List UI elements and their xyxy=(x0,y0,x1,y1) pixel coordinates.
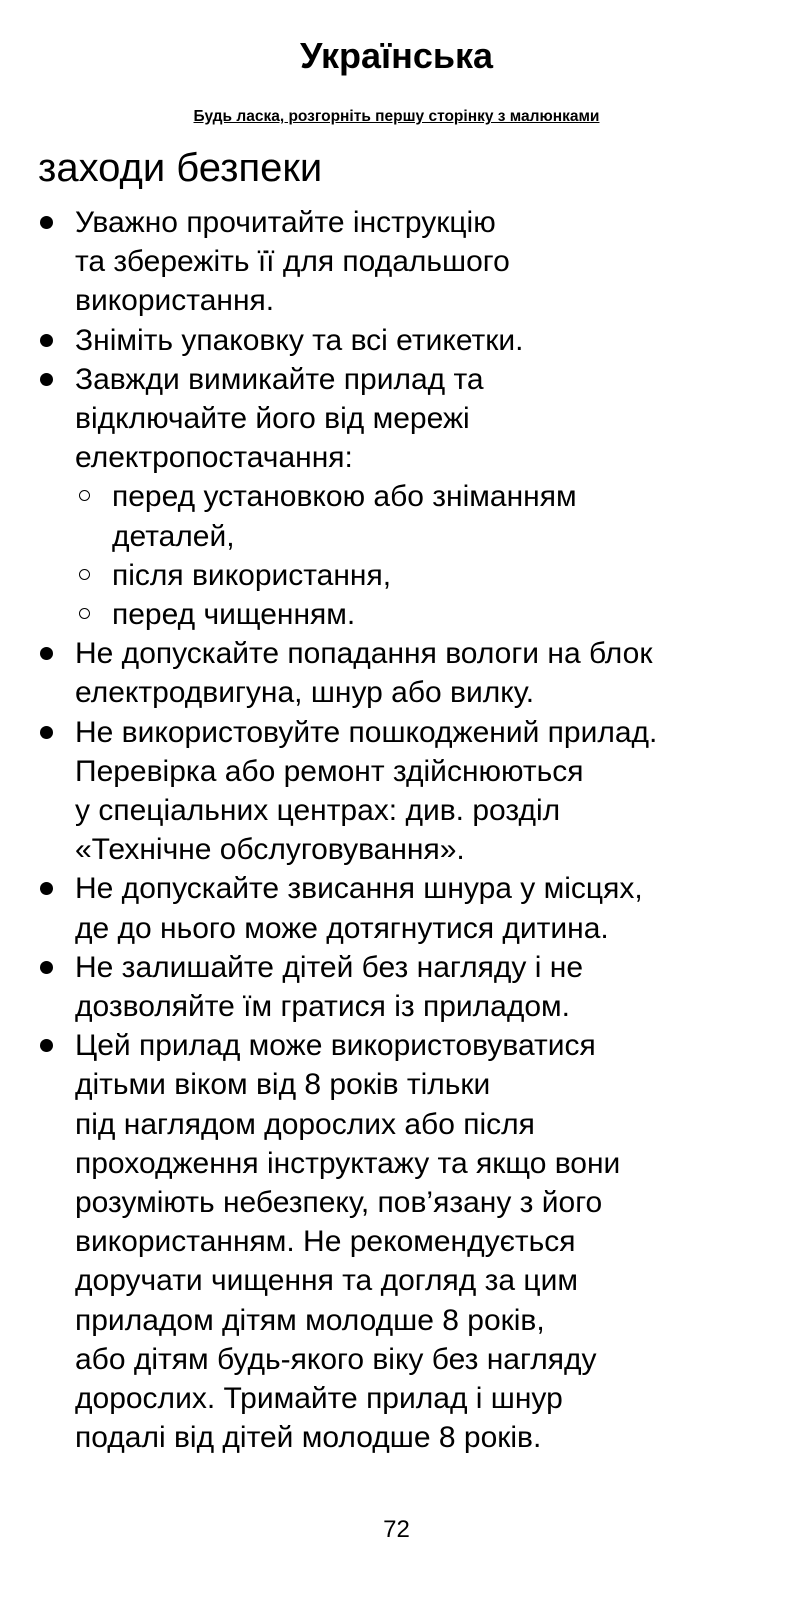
safety-item xyxy=(38,1026,778,1457)
item-line: Завжди вимикайте прилад та xyxy=(75,362,484,396)
safety-sublist xyxy=(75,477,778,634)
bullet-icon xyxy=(40,647,53,660)
item-line: де до нього може дотягнутися дитина. xyxy=(75,911,609,945)
item-line: доручати чищення та догляд за цим xyxy=(75,1264,578,1298)
item-line: «Технічне обслуговування». xyxy=(75,833,465,867)
item-line: дорослих. Тримайте прилад і шнур xyxy=(75,1382,563,1416)
section-title: заходи безпеки xyxy=(38,146,323,190)
item-line: Цей прилад може використовуватися xyxy=(75,1029,596,1063)
bullet-icon xyxy=(40,961,53,974)
bullet-icon xyxy=(40,216,53,229)
subitem-line: деталей, xyxy=(112,519,235,553)
item-line: електропостачання: xyxy=(75,441,353,475)
item-line: Перевірка або ремонт здійснюються xyxy=(75,754,584,788)
safety-subitem xyxy=(75,477,778,555)
item-line: проходження інструктажу та якщо вони xyxy=(75,1146,621,1180)
item-line: Не допускайте звисання шнура у місцях, xyxy=(75,872,643,906)
item-line: використання. xyxy=(75,284,275,318)
item-line: Не використовуйте пошкоджений прилад. xyxy=(75,715,658,749)
item-line: та збережіть її для подальшого xyxy=(75,245,510,279)
bullet-icon xyxy=(40,882,53,895)
item-line: відключайте його від мережі xyxy=(75,402,470,436)
item-line: приладом дітям молодше 8 років, xyxy=(75,1303,545,1337)
language-title: Українська xyxy=(299,35,494,76)
item-line: дозволяйте їм гратися із приладом. xyxy=(75,990,570,1024)
item-line: Уважно прочитайте інструкцію xyxy=(75,206,496,239)
item-line: використанням. Не рекомендується xyxy=(75,1225,576,1259)
subitem-line: перед чищенням. xyxy=(112,598,356,632)
safety-item xyxy=(38,869,778,947)
safety-item xyxy=(38,634,778,712)
item-line: Не допускайте попадання вологи на блок xyxy=(75,637,653,671)
bullet-icon xyxy=(40,334,53,347)
safety-list xyxy=(38,203,778,1458)
subitem-line: після використання, xyxy=(112,558,392,592)
circle-bullet-icon xyxy=(79,569,90,580)
item-line: електродвигуна, шнур або вилку. xyxy=(75,676,535,710)
safety-item xyxy=(38,713,778,870)
fold-out-instruction: Будь ласка, розгорніть першу сторінку з малюнками xyxy=(193,108,600,125)
page-number: 72 xyxy=(383,1516,410,1543)
safety-subitem xyxy=(75,595,778,634)
item-line: під наглядом дорослих або після xyxy=(75,1107,535,1141)
item-line: Не залишайте дітей без нагляду і не xyxy=(75,950,584,984)
item-line: дітьми віком від 8 років тільки xyxy=(75,1068,491,1102)
safety-subitem xyxy=(75,556,778,595)
circle-bullet-icon xyxy=(79,608,90,619)
circle-bullet-icon xyxy=(79,490,90,501)
safety-item xyxy=(38,203,778,321)
subitem-line: перед установкою або зніманням xyxy=(112,480,577,514)
item-line: подалі від дітей молодше 8 років. xyxy=(75,1421,542,1455)
safety-item xyxy=(38,321,778,360)
safety-item xyxy=(38,360,778,634)
item-line: Зніміть упаковку та всі етикетки. xyxy=(75,323,524,357)
safety-item xyxy=(38,948,778,1026)
item-line: у спеціальних центрах: див. розділ xyxy=(75,794,561,828)
item-line: або дітям будь-якого віку без нагляду xyxy=(75,1342,597,1376)
item-line: розуміють небезпеку, пов’язану з його xyxy=(75,1186,603,1220)
bullet-icon xyxy=(40,726,53,739)
bullet-icon xyxy=(40,1039,53,1052)
bullet-icon xyxy=(40,373,53,386)
